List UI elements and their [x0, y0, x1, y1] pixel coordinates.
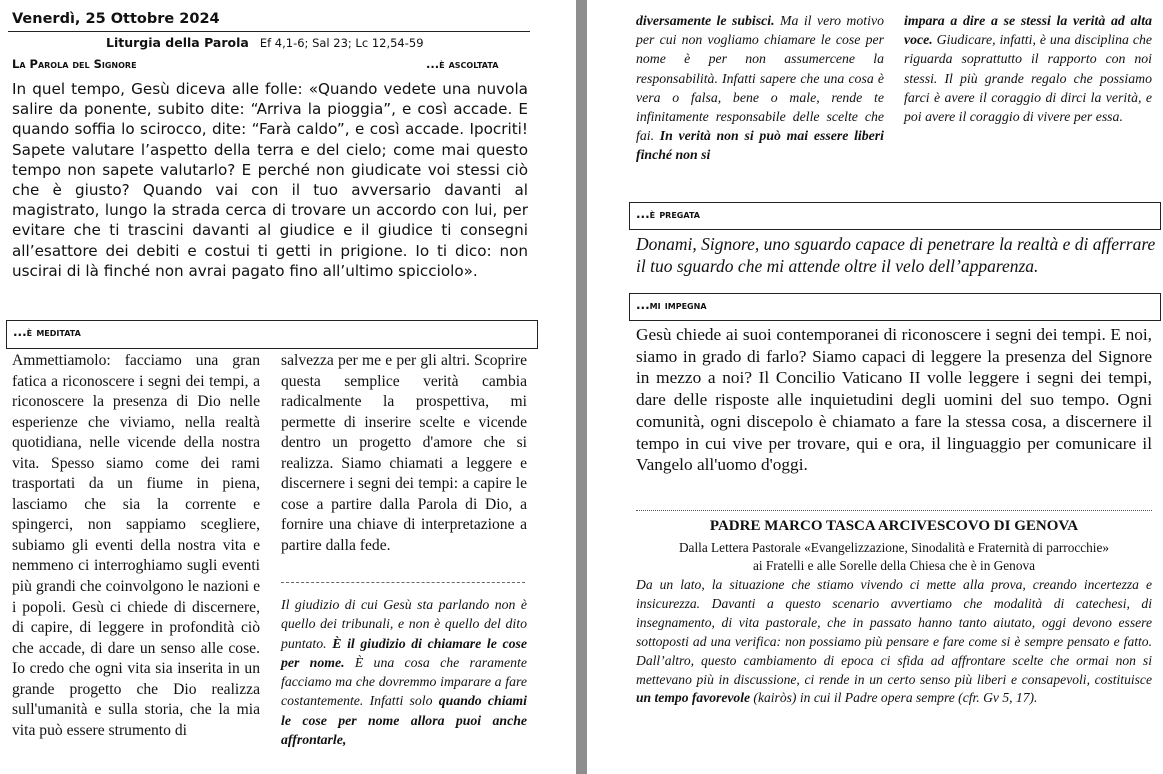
left-page: [0, 0, 576, 774]
judgment-part-d: quando chiami le cose per nome allora puoi anche affrontarle,: [281, 693, 527, 748]
continuation-1-part-c: In verità non si può mai essere liberi finché non si: [636, 128, 884, 163]
parola-label: La Parola del Signore: [12, 57, 137, 71]
pregata-header: [629, 202, 1161, 230]
quote-part-b: un tempo favorevole: [636, 690, 751, 706]
prayer-text: Donami, Signore, uno sguardo capace di penetrare la realtà e di afferrare il tuo sguardo che mi attende oltre il velo dell’apparenza.: [636, 234, 1156, 276]
commitment-text: Gesù chiede ai suoi contemporanei di riconoscere i segni dei tempi. E noi, siamo in grado di farlo? Siamo capaci di leggere la presenza del Signore in mezzo a noi? Il Concilio Vaticano II volle leggere i segni dei tempi, dare delle risposte alle inquietudini degli uomini del suo tempo. Ogni comunità, ogni discepolo è chiamato a fare la stessa cosa, a discernere il tempo in cui vive per trovare, qui e ora, il linguaggio per comunicare il Vangelo all'uomo d'oggi.: [636, 325, 1152, 475]
right-page: [587, 0, 1163, 774]
judgment-part-b: È il giudizio di chiamare le cose per nome.: [281, 635, 527, 670]
judgment-text: [281, 595, 527, 749]
meditata-header: [6, 320, 538, 349]
continuation-column-2: [904, 11, 1152, 126]
meditation-column-2: salvezza per me e per gli altri. Scoprire questa semplice verità cambia radicalmente la prospettiva, mi permette di inserire scelte e vicende dentro un progetto d'amore che si realizza. Siamo chiamati a leggere e discernere i segni dei tempi: a capire le cose a partire dalla Parola di Dio, a fornire una chiave di interpretazione a partire dalla fede.: [281, 352, 527, 554]
judgment-part-a: Il giudizio di cui Gesù sta parlando non è quello dei tribunali, e non è quello del dito puntato.: [281, 597, 527, 651]
continuation-2-part-b: Giudicare, infatti, è una disciplina che riguarda soprattutto il rapporto con noi stessi. Il più grande regalo che possiamo farci è avere il coraggio di dirci la verità, e poi avere il coraggio di vivere per essa.: [904, 32, 1152, 125]
continuation-1-part-a: diversamente le subisci.: [636, 13, 775, 28]
quote-part-c: (kairòs) in cui il Padre opera sempre (cfr. Gv 5, 17).: [750, 690, 1038, 706]
pregata-label: ...è pregata: [636, 207, 700, 221]
liturgy-refs: Ef 4,1-6; Sal 23; Lc 12,54-59: [259, 36, 424, 50]
impegna-label: ...mi impegna: [636, 298, 707, 312]
meditation-column-1: Ammettiamolo: facciamo una gran fatica a riconoscere i segni dei tempi, a riconoscere la presenza di Dio nelle esperienze che viviamo, nella realtà quotidiana, nelle vicende della nostra vita. Spesso siamo come dei rami trasportati da un fiume in piena, lasciamo che sia la corrente e spingerci, non sappiamo scegliere, subiamo gli eventi della nostra vita e nemmeno ci interroghiamo sugli eventi più grandi che coinvolgono le nazioni e i popoli. Gesù ci chiede di discernere, di capire, di leggere in profondità ciò che accade, di dare un senso alle cose. Io credo che ogni vita sia inserita in un grande progetto che Dio realizza sull'umanità e sulla storia, che la mia vita può essere strumento di: [12, 352, 260, 739]
judgment-part-c: È una cosa che raramente facciamo ma che dovremmo imparare a fare costantemente. Infatti solo: [281, 654, 527, 709]
letter-source: Dalla Lettera Pastorale «Evangelizzazione, Sinodalità e Fraternità di parrocchie» ai Fratelli e alle Sorelle della Chiesa che è in Genova: [678, 540, 1110, 573]
date-heading: Venerdì, 25 Ottobre 2024: [12, 11, 220, 27]
continuation-1-part-b: Ma il vero motivo per cui non vogliamo chiamare le cose per nome è per non assumercene la responsabilità. Infatti sapere che una cosa è vera o falsa, bene o male, rende te infinitamente responsabile delle scelte che fai.: [636, 13, 884, 144]
meditation-separator: [281, 582, 525, 583]
meditata-label: ...è meditata: [13, 325, 81, 339]
liturgy-title: [106, 35, 424, 50]
author-title: PADRE MARCO TASCA ARCIVESCOVO DI GENOVA: [709, 518, 1079, 534]
impegna-header: [629, 293, 1161, 321]
continuation-2-part-a: impara a dire a se stessi la verità ad alta voce.: [904, 13, 1152, 48]
page-divider: [576, 0, 587, 774]
quote-part-a: Da un lato, la situazione che stiamo vivendo ci mette alla prova, creando incertezza e insicurezza. Davanti a questo scenario avvertiamo che modalità di catechesi, di insegnamento, di vita pastorale, che in passato hanno tanto aiutato, oggi devono essere sottoposti ad una verifica: non possiamo più pensare e fare come si è sempre pensato e fatto. Dall’altro, questo cambiamento di epoca ci sfida ad affrontare scelte che ormai non si mettevano più in discussione, ci rende in un certo senso più liberi e consapevoli, costituisce: [636, 577, 1152, 687]
continuation-column-1: [636, 11, 884, 165]
header-rule: [8, 31, 530, 32]
pastoral-quote: [636, 576, 1152, 708]
commitment-separator: [636, 510, 1152, 511]
ascoltata-label: ...è ascoltata: [426, 57, 499, 71]
liturgy-title-text: Liturgia della Parola: [106, 35, 249, 50]
gospel-text: In quel tempo, Gesù diceva alle folle: «Quando vedete una nuvola salire da ponente, subito dite: “Arriva la pioggia”, e così accade. E quando soffia lo scirocco, dite: “Farà caldo”, e così accade. Ipocriti! Sapete valutare l’aspetto della terra e del cielo; come mai questo tempo non sapete valutarlo? E perché non giudicate voi stessi ciò che è giusto? Quando vai con il tuo avversario davanti al magistrato, lungo la strada cerca di trovare un accordo con lui, per evitare che ti trascini davanti al giudice e il giudice ti consegni all’esattore dei debiti e costui ti getti in prigione. Io ti dico: non uscirai di là finché non avrai pagato fino all’ultimo spicciolo».: [12, 80, 528, 280]
